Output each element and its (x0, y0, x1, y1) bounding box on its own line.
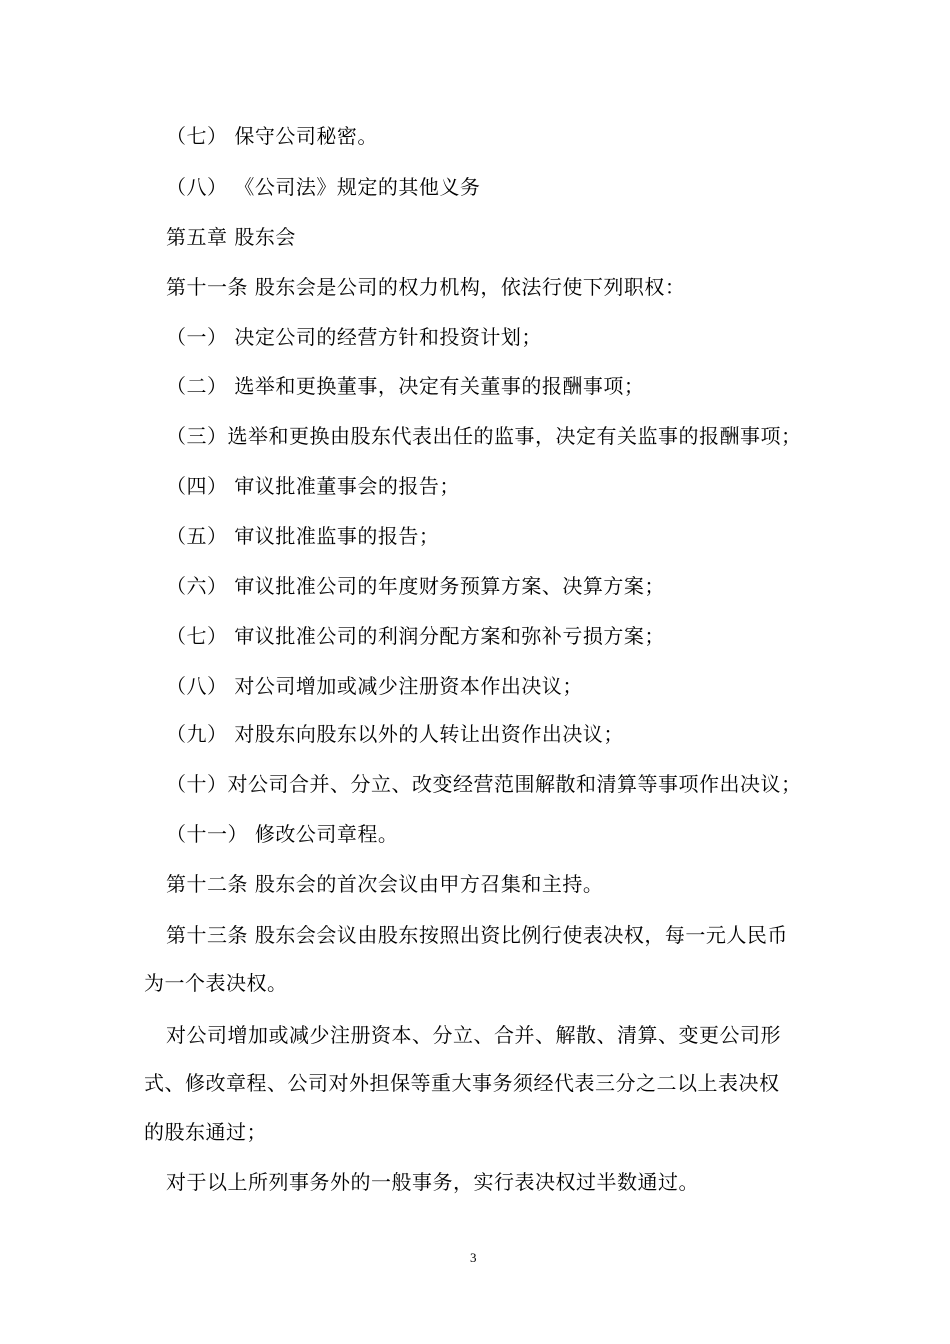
article-11-item-4: （四） 审议批准董事会的报告； (166, 474, 460, 498)
article-11-item-5: （五） 审议批准监事的报告； (166, 524, 440, 548)
article-11-item-3: （三）选举和更换由股东代表出任的监事，决定有关监事的报酬事项； (166, 424, 802, 448)
article-13-line-2: 为一个表决权。 (144, 971, 288, 995)
article-11-item-10: （十）对公司合并、分立、改变经营范围解散和清算等事项作出决议； (166, 772, 802, 796)
article-11-item-9: （九） 对股东向股东以外的人转让出资作出决议； (166, 722, 624, 746)
page-number: 3 (470, 1250, 477, 1265)
article-11-item-8: （八） 对公司增加或减少注册资本作出决议； (166, 674, 583, 698)
major-matters-line-1: 对公司增加或减少注册资本、分立、合并、解散、清算、变更公司形 (166, 1023, 781, 1047)
chapter-5-heading: 第五章 股东会 (166, 225, 296, 249)
article-11-item-6: （六） 审议批准公司的年度财务预算方案、决算方案； (166, 574, 665, 598)
article-12: 第十二条 股东会的首次会议由甲方召集和主持。 (166, 872, 604, 896)
clause-8-other-obligations: （八） 《公司法》规定的其他义务 (166, 175, 481, 199)
article-13-line-1: 第十三条 股东会会议由股东按照出资比例行使表决权，每一元人民币 (166, 923, 788, 947)
general-matters: 对于以上所列事务外的一般事务，实行表决权过半数通过。 (166, 1170, 699, 1194)
article-11-item-1: （一） 决定公司的经营方针和投资计划； (166, 325, 542, 349)
major-matters-line-2: 式、修改章程、公司对外担保等重大事务须经代表三分之二以上表决权 (144, 1071, 780, 1095)
major-matters-line-3: 的股东通过； (144, 1120, 267, 1144)
article-11-item-11: （十一） 修改公司章程。 (166, 822, 399, 846)
article-11-item-7: （七） 审议批准公司的利润分配方案和弥补亏损方案； (166, 624, 665, 648)
clause-7-keep-secrets: （七） 保守公司秘密。 (166, 124, 378, 148)
article-11: 第十一条 股东会是公司的权力机构，依法行使下列职权： (166, 275, 686, 299)
article-11-item-2: （二） 选举和更换董事，决定有关董事的报酬事项； (166, 374, 645, 398)
